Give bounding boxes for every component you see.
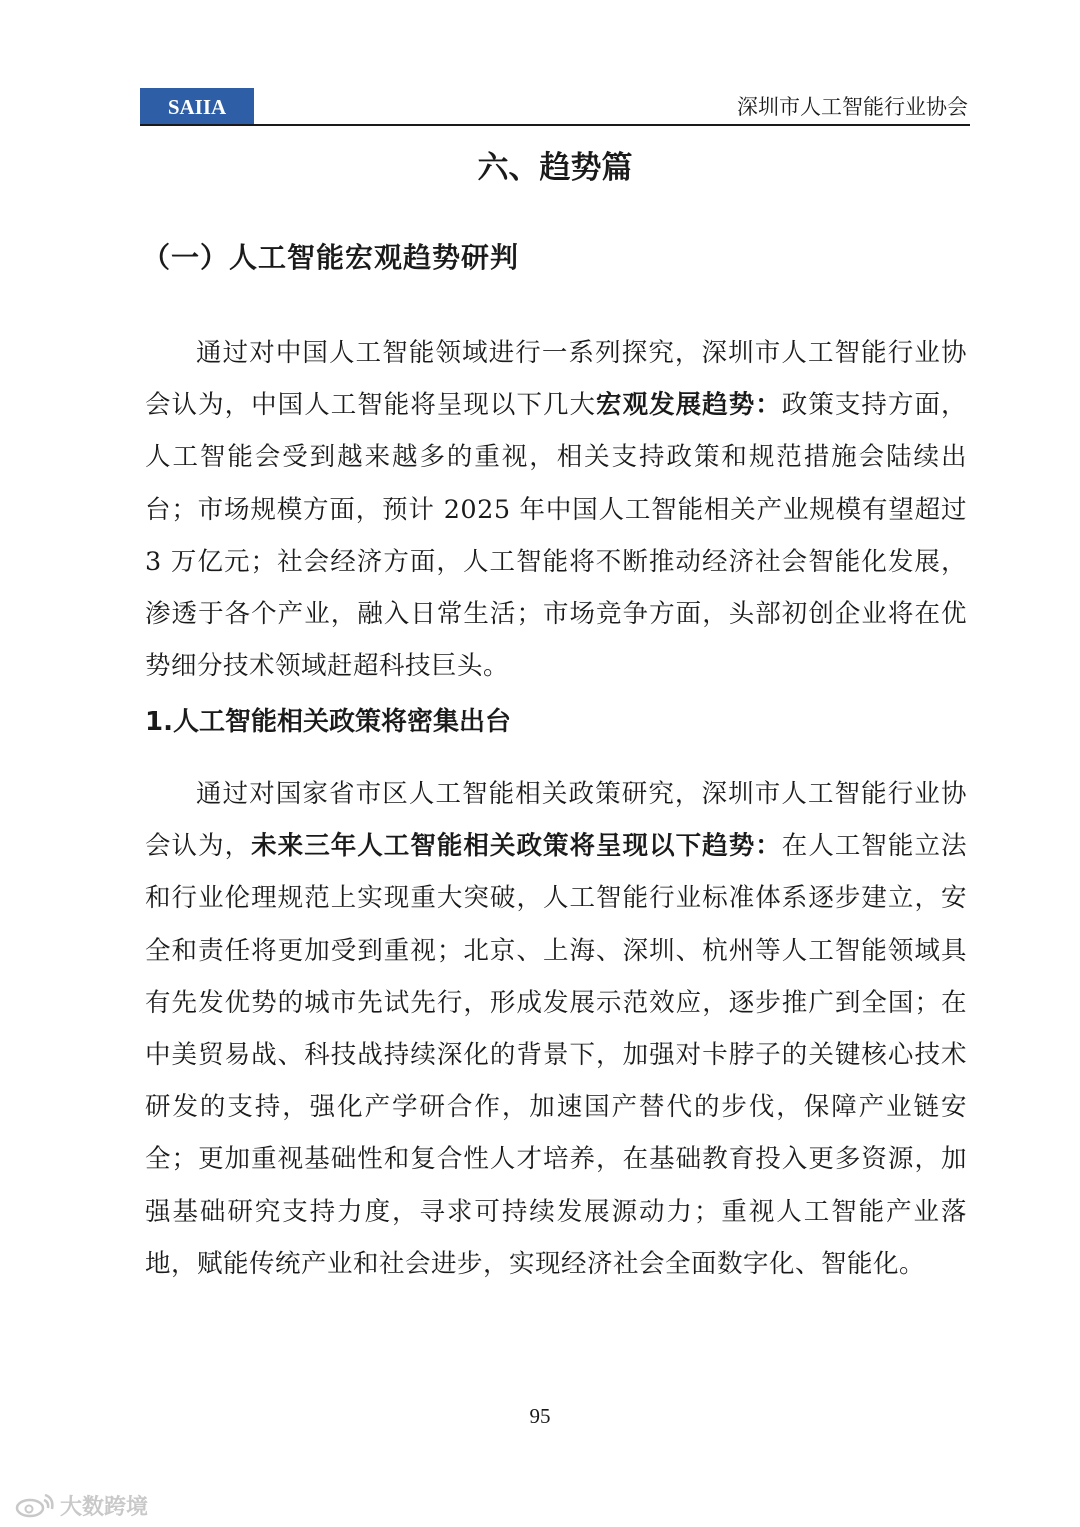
paragraph-text: 在人工智能立法和行业伦理规范上实现重大突破，人工智能行业标准体系逐步建立，安全和责任将更加受到重视；北京、上海、深圳、杭州等人工智能领域具有先发优势的城市先试先行，形成发展示范效应，逐步推广到全国；在中美贸易战、科技战持续深化的背景下，加强对卡脖子的关键核心技术研发的支持，强化产学研合作，加速国产替代的步伐，保障产业链安全；更加重视基础性和复合性人才培养，在基础教育投入更多资源，加强基础研究支持力度，寻求可持续发展源动力；重视人工智能产业落地，赋能传统产业和社会进步，实现经济社会全面数字化、智能化。 <box>145 831 967 1279</box>
paragraph-text: 通过对国家省市区人工智能相关政策研究，深圳市人工智能行业协会认为， <box>145 779 967 862</box>
paragraph-emphasis: 宏观发展趋势： <box>596 390 782 421</box>
chapter-title: 六、趋势篇 <box>477 150 633 186</box>
weibo-logo-icon <box>14 1494 54 1518</box>
section-title: （一）人工智能宏观趋势研判 <box>142 241 520 274</box>
subsection-title: 1.人工智能相关政策将密集出台 <box>145 707 511 737</box>
paragraph-macro-trends <box>145 327 967 692</box>
header-badge: SAIIA <box>140 88 254 126</box>
watermark <box>14 1490 148 1521</box>
watermark-text: 大数跨境 <box>60 1495 149 1520</box>
header-divider <box>140 124 970 126</box>
paragraph-policy-trends <box>145 768 967 1290</box>
paragraph-text: 政策支持方面，人工智能会受到越来越多的重视，相关支持政策和规范措施会陆续出台；市场规模方面，预计 2025 年中国人工智能相关产业规模有望超过 3 万亿元；社会经济方面，人工智能将不断推动经济社会智能化发展，渗透于各个产业，融入日常生活；市场竞争方面，头部初创企业将在优势细分技术领域赶超科技巨头。 <box>145 390 967 682</box>
paragraph-text: 通过对中国人工智能领域进行一系列探究，深圳市人工智能行业协会认为，中国人工智能将呈现以下几大 <box>145 338 967 421</box>
page-number: 95 <box>529 1404 551 1428</box>
header-organization: 深圳市人工智能行业协会 <box>737 95 968 119</box>
paragraph-emphasis: 未来三年人工智能相关政策将呈现以下趋势： <box>251 831 782 862</box>
